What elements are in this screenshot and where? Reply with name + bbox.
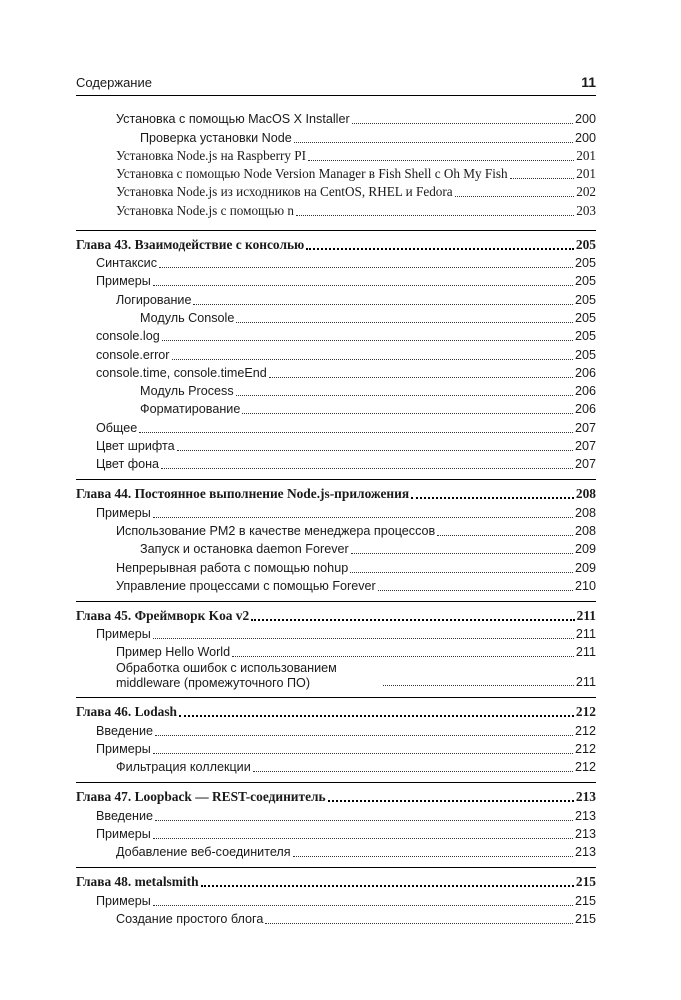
- toc-entry: Установка Node.js с помощью n 203: [116, 202, 596, 218]
- toc-entry: console.time, console.timeEnd 206: [96, 365, 596, 380]
- toc-entry: Примеры 212: [96, 742, 596, 757]
- toc-entry: Использование PM2 в качестве менеджера процессов 208: [116, 523, 596, 538]
- toc-entry: Запуск и остановка daemon Forever 209: [140, 542, 596, 557]
- toc-entry: Общее 207: [96, 420, 596, 435]
- toc-entry: Примеры 215: [96, 893, 596, 908]
- toc-entry: Логирование 205: [116, 292, 596, 307]
- toc-entry: Управление процессами с помощью Forever 210: [116, 578, 596, 593]
- toc-chapter: Глава 44. Постоянное выполнение Node.js-приложения 208: [76, 479, 596, 503]
- toc-entry: Фильтрация коллекции 212: [116, 760, 596, 775]
- toc-chapter: Глава 45. Фреймворк Koa v2 211: [76, 601, 596, 625]
- toc-entry: Введение 213: [96, 808, 596, 823]
- toc-entry: Добавление веб-соединителя 213: [116, 845, 596, 860]
- toc-entry: Установка Node.js из исходников на CentOS, RHEL и Fedora 202: [116, 184, 596, 200]
- header-page-number: 11: [581, 74, 596, 90]
- toc-entry: Примеры 213: [96, 826, 596, 841]
- toc-entry: Введение 212: [96, 723, 596, 738]
- toc-entry: Установка с помощью MacOS X Installer 200: [116, 112, 596, 127]
- toc-entry: Цвет шрифта 207: [96, 439, 596, 454]
- toc-entry: Форматирование 206: [140, 402, 596, 417]
- toc-entry: Проверка установки Node 200: [140, 130, 596, 145]
- toc-entry: Синтаксис 205: [96, 256, 596, 271]
- toc-entry: Модуль Console 205: [140, 310, 596, 325]
- header-title: Содержание: [76, 75, 152, 90]
- toc-chapter: Глава 47. Loopback — REST-соединитель 213: [76, 782, 596, 806]
- toc-entry: Модуль Process 206: [140, 384, 596, 399]
- toc-entry: Установка с помощью Node Version Manager в Fish Shell с Oh My Fish 201: [116, 166, 596, 182]
- toc-entry: Примеры 211: [96, 627, 596, 642]
- toc-entry: Установка Node.js на Raspberry PI 201: [116, 147, 596, 163]
- toc-chapter: Глава 46. Lodash 212: [76, 697, 596, 721]
- toc-entry: Обработка ошибок с использованием middleware (промежуточного ПО) 211: [116, 661, 596, 691]
- toc-chapter: Глава 43. Взаимодействие с консолью 205: [76, 230, 596, 254]
- toc-entry: Создание простого блога 215: [116, 911, 596, 926]
- toc-entry: Примеры 208: [96, 505, 596, 520]
- running-header: [76, 74, 596, 96]
- toc-page: [76, 74, 596, 928]
- toc-entry: Пример Hello World 211: [116, 645, 596, 660]
- toc-chapter: Глава 48. metalsmith 215: [76, 867, 596, 891]
- toc-entry: Непрерывная работа с помощью nohup 209: [116, 560, 596, 575]
- toc-entry: console.error 205: [96, 347, 596, 362]
- toc-entry: Цвет фона 207: [96, 457, 596, 472]
- toc-entry: Примеры 205: [96, 274, 596, 289]
- table-of-contents: [76, 110, 596, 928]
- toc-entry: console.log 205: [96, 329, 596, 344]
